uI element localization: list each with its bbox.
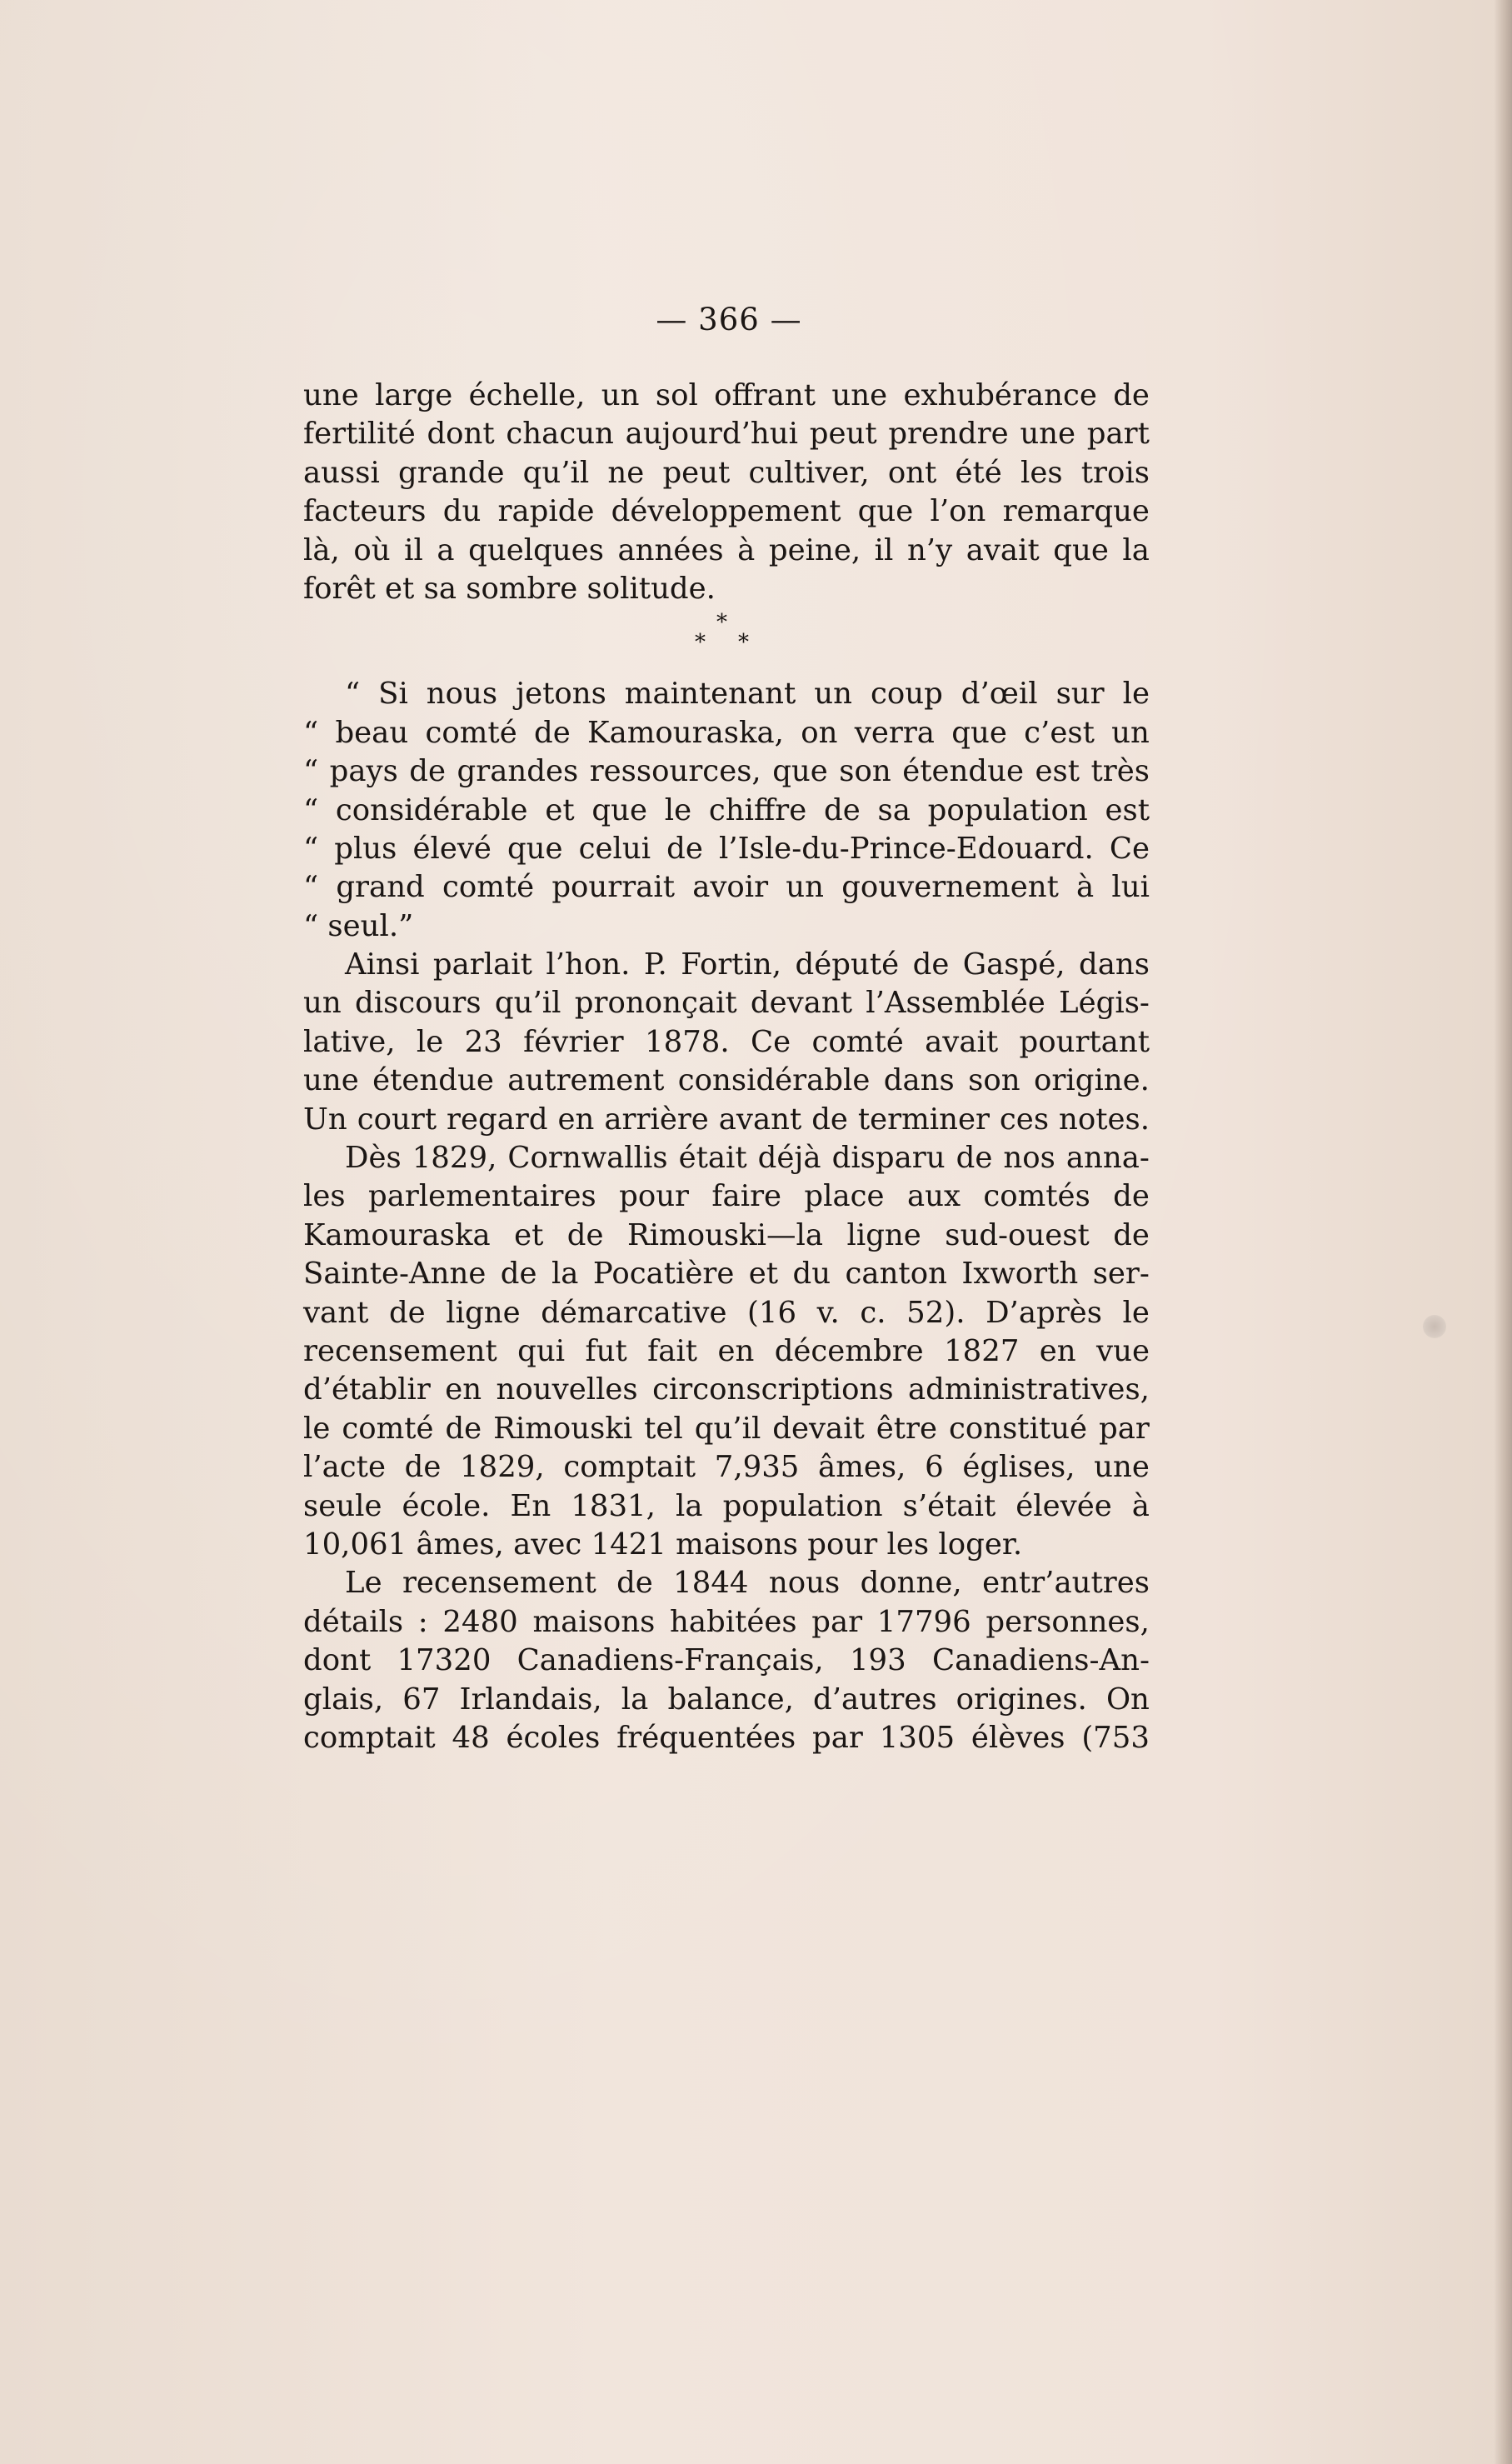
text-line: recensement qui fut fait en décembre 1827 en vue	[303, 1333, 1150, 1368]
text-line: aussi grande qu’il ne peut cultiver, ont été les trois	[303, 455, 1150, 490]
asterism-separator	[303, 608, 1150, 675]
page-edge-shadow	[1494, 0, 1512, 2464]
text-line: une large échelle, un sol offrant une exhubérance de	[303, 378, 1150, 412]
page-number: — 366 —	[656, 302, 802, 337]
text-line: Ainsi parlait l’hon. P. Fortin, député de Gaspé, dans	[345, 947, 1150, 982]
text-line: “ plus élevé que celui de l’Isle-du-Prince-Edouard. Ce	[303, 831, 1150, 866]
text-line: “ grand comté pourrait avoir un gouvernement à lui	[303, 870, 1150, 905]
paragraph-4	[303, 1564, 1150, 1757]
body-text	[303, 377, 1150, 1757]
text-line: facteurs du rapide développement que l’on remarque	[303, 494, 1150, 529]
text-line: une étendue autrement considérable dans son origine.	[303, 1063, 1150, 1098]
asterisk-top: *	[716, 610, 727, 636]
text-line: seule école. En 1831, la population s’était élevée à	[303, 1488, 1150, 1523]
paragraph-3	[303, 1139, 1150, 1564]
text-line: les parlementaires pour faire place aux comtés de	[303, 1179, 1150, 1214]
text-line: “ considérable et que le chiffre de sa population est	[303, 792, 1150, 827]
text-line: le comté de Rimouski tel qu’il devait être constitué par	[303, 1411, 1150, 1446]
asterisk-right: *	[738, 630, 749, 656]
text-line: vant de ligne démarcative (16 v. c. 52). D’après le	[303, 1295, 1150, 1330]
text-line: “ beau comté de Kamouraska, on verra que c’est un	[303, 715, 1150, 750]
text-line: Sainte-Anne de la Pocatière et du canton Ixworth ser-	[303, 1257, 1150, 1292]
text-line: Un court regard en arrière avant de terminer ces notes.	[303, 1102, 1150, 1137]
paragraph-1	[303, 377, 1150, 608]
text-line: fertilité dont chacun aujourd’hui peut prendre une part	[303, 417, 1150, 452]
text-line: Dès 1829, Cornwallis était déjà disparu de nos anna-	[345, 1141, 1150, 1176]
text-line: lative, le 23 février 1878. Ce comté avait pourtant	[303, 1024, 1150, 1059]
text-line: là, où il a quelques années à peine, il n’y avait que la	[303, 532, 1150, 567]
text-line: dont 17320 Canadiens-Français, 193 Canadiens-An-	[303, 1643, 1150, 1678]
text-line: “ Si nous jetons maintenant un coup d’œil sur le	[345, 677, 1150, 712]
paper-stain	[1423, 1315, 1446, 1338]
text-line: un discours qu’il prononçait devant l’Assemblée Légis-	[303, 986, 1150, 1021]
text-line: glais, 67 Irlandais, la balance, d’autres origines. On	[303, 1682, 1150, 1717]
text-line: Le recensement de 1844 nous donne, entr’autres	[345, 1566, 1150, 1601]
text-line: 10,061 âmes, avec 1421 maisons pour les loger.	[303, 1527, 1023, 1562]
quotation	[303, 675, 1150, 946]
text-line: forêt et sa sombre solitude.	[303, 571, 716, 606]
text-line: “ pays de grandes ressources, que son étendue est très	[303, 754, 1150, 789]
text-line: “ seul.”	[303, 908, 414, 943]
text-line: Kamouraska et de Rimouski—la ligne sud-ouest de	[303, 1217, 1150, 1252]
paragraph-2	[303, 946, 1150, 1139]
text-line: l’acte de 1829, comptait 7,935 âmes, 6 églises, une	[303, 1450, 1150, 1485]
text-line: d’établir en nouvelles circonscriptions administratives,	[303, 1372, 1150, 1407]
text-line: détails : 2480 maisons habitées par 17796 personnes,	[303, 1604, 1150, 1639]
text-line: comptait 48 écoles fréquentées par 1305 élèves (753	[303, 1720, 1150, 1755]
asterisk-left: *	[695, 630, 706, 656]
